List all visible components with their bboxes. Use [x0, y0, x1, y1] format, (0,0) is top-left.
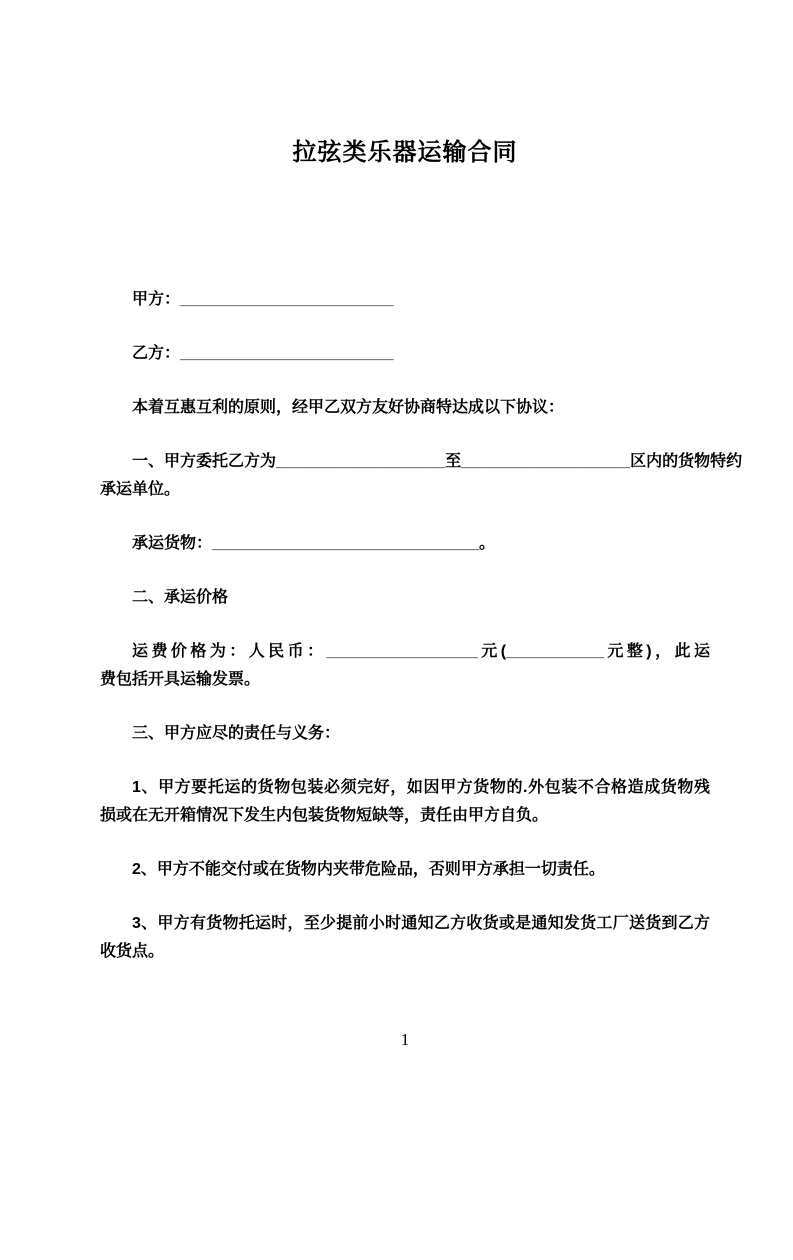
para-party-a [100, 286, 710, 314]
para-preamble [100, 394, 710, 422]
para-clause-3-heading [100, 720, 710, 748]
freight-price-line-1: 运费价格为：人民币：_________________元(___________元整)，此运 [132, 643, 710, 660]
clause-1-line-1: 一、甲方委托乙方为___________________至___________________区内的货物特约 [132, 453, 743, 470]
para-clause-2-heading [100, 584, 710, 612]
clause-1-line-2: 承运单位。 [100, 481, 181, 498]
document-page [0, 138, 793, 1260]
item-2-line: 2、甲方不能交付或在货物内夹带危险品，否则甲方承担一切责任。 [132, 861, 605, 878]
party-a-blank-line: 甲方：________________________ [132, 291, 394, 308]
para-item-2 [100, 856, 710, 884]
item-3-line-2: 收货点。 [100, 943, 165, 960]
para-freight-price [100, 638, 710, 694]
page-number: 1 [400, 1030, 410, 1049]
clause-3-heading-line: 三、甲方应尽的责任与义务： [132, 725, 341, 742]
clause-2-heading-line: 二、承运价格 [132, 589, 229, 606]
para-party-b [100, 340, 710, 368]
item-1-line-1: 1、甲方要托运的货物包装必须完好，如因甲方货物的.外包装不合格造成货物残 [132, 779, 710, 796]
item-1-line-2: 损或在无开箱情况下发生内包装货物短缺等，责任由甲方自负。 [100, 807, 549, 824]
cargo-blank-line: 承运货物：______________________________。 [132, 535, 495, 552]
para-cargo [100, 530, 710, 558]
para-item-1 [100, 774, 710, 830]
para-item-3 [100, 910, 710, 966]
para-clause-1 [100, 448, 743, 504]
freight-price-line-2: 费包括开具运输发票。 [100, 671, 261, 688]
document-content [0, 138, 793, 1054]
preamble-line: 本着互惠互利的原则，经甲乙双方友好协商特达成以下协议： [132, 399, 565, 416]
party-b-blank-line: 乙方：________________________ [132, 345, 394, 362]
document-title: 拉弦类乐器运输合同 [292, 139, 518, 166]
item-3-line-1: 3、甲方有货物托运时，至少提前小时通知乙方收货或是通知发货工厂送货到乙方 [132, 915, 710, 932]
